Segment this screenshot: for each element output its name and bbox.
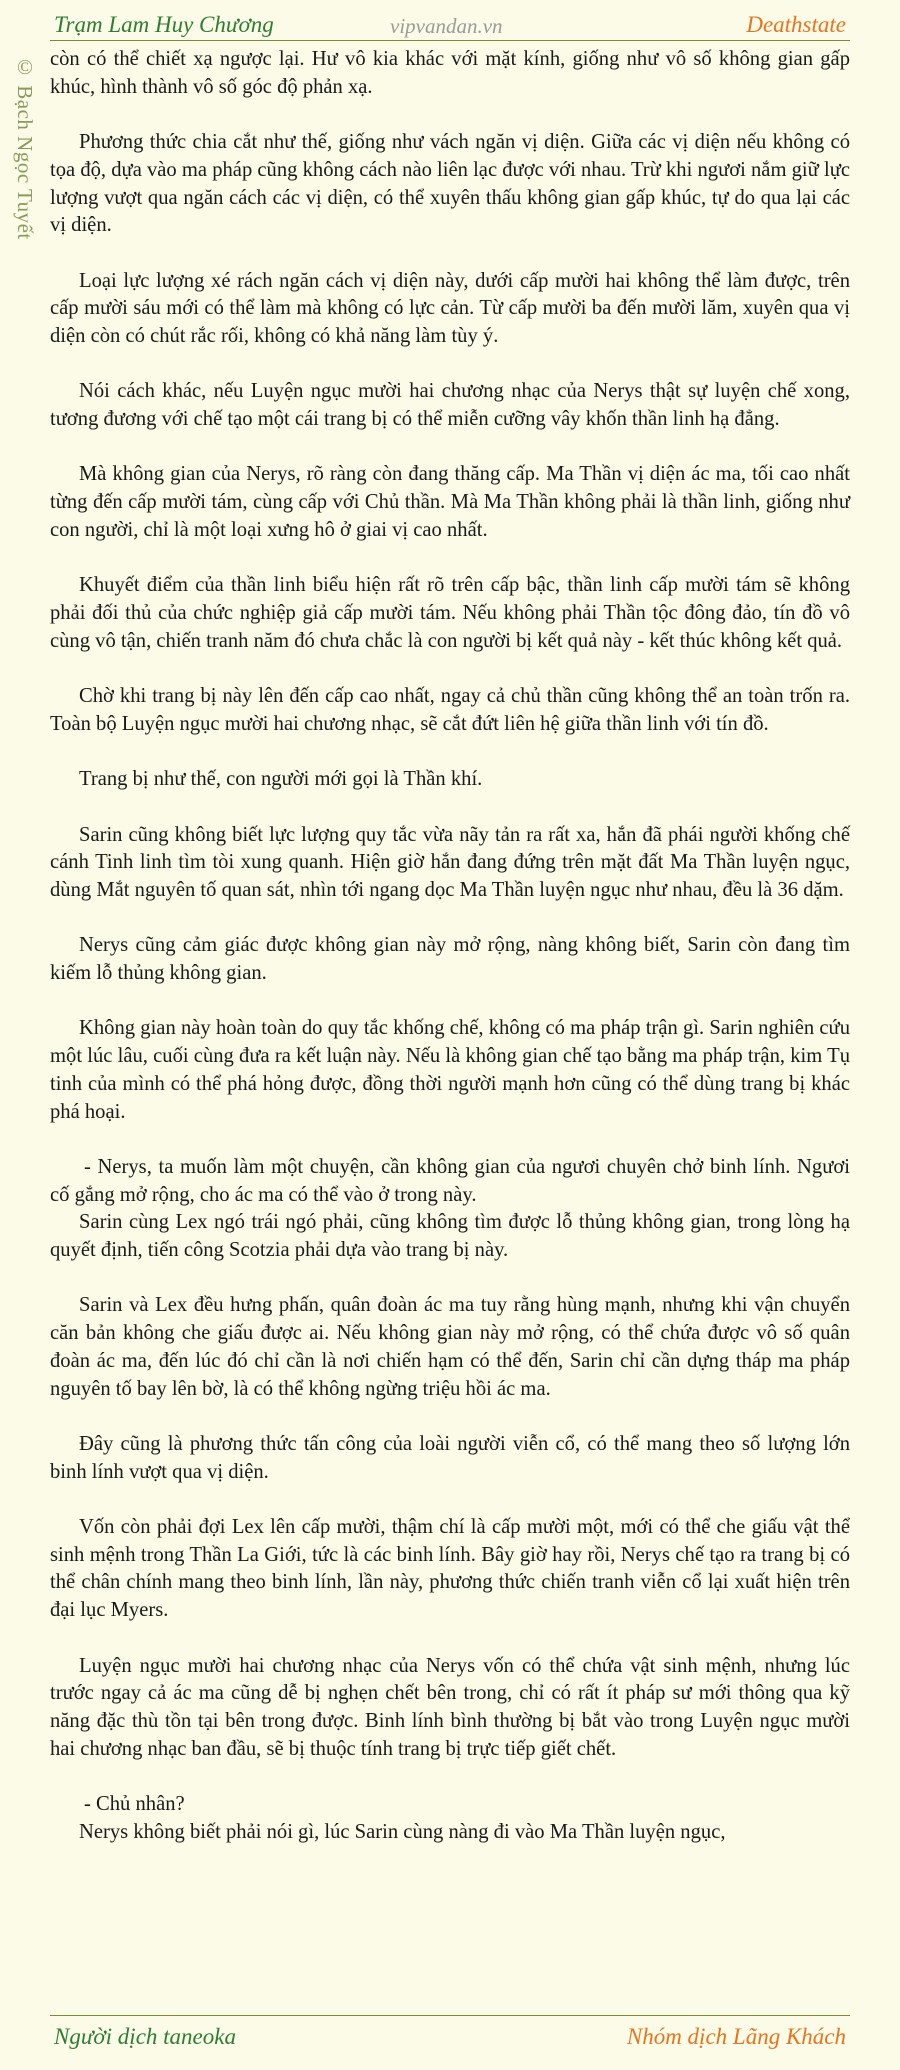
- paragraph: Trang bị như thế, con người mới gọi là Thần khí.: [79, 768, 483, 791]
- uploader-name: Deathstate: [746, 12, 846, 37]
- paragraph: Sarin và Lex đều hưng phấn, quân đoàn ác ma tuy rằng hùng mạnh, nhưng khi vận chuyển căn bản không che giấu được ai. Nếu không gian này mở rộng, có thể chứa được vô số quân đoàn ác ma, đến lúc đó chỉ cần là nơi chiến hạm có thể đến, Sarin chỉ cần dựng tháp ma pháp nguyên tố bay lên bờ, là có thể không ngừng triệu hồi ác ma.: [50, 1294, 850, 1400]
- paragraph: Nói cách khác, nếu Luyện ngục mười hai chương nhạc của Nerys thật sự luyện chế xong, tương đương với chế tạo một cái trang bị có thể miễn cưỡng vây khốn thần linh hạ đẳng.: [50, 380, 850, 431]
- paragraph: Sarin cũng không biết lực lượng quy tắc vừa nãy tản ra rất xa, hắn đã phái người khống chế cánh Tinh linh tìm tòi xung quanh. Hiện giờ hắn đang đứng trên mặt đất Ma Thần luyện ngục, dùng Mắt nguyên tố quan sát, nhìn tới ngang dọc Ma Thần luyện ngục như nhau, đều là 36 dặm.: [50, 823, 850, 901]
- paragraph: Khuyết điểm của thần linh biểu hiện rất rõ trên cấp bậc, thần linh cấp mười tám sẽ không phải đối thủ của chức nghiệp giả cấp mười tám. Nếu không phải Thần tộc đông đảo, tín đồ vô cùng vô tận, chiến tranh năm đó chưa chắc là con người bị kết quả này - kết thúc không kết quả.: [50, 574, 850, 652]
- group-credit: Nhóm dịch Lãng Khách: [626, 2024, 846, 2049]
- translator-credit: Người dịch taneoka: [54, 2024, 236, 2049]
- paragraph: Đây cũng là phương thức tấn công của loài người viễn cổ, có thể mang theo số lượng lớn binh lính vượt qua vị diện.: [50, 1432, 850, 1483]
- page-footer: [50, 2015, 850, 2056]
- paragraph: Vốn còn phải đợi Lex lên cấp mười, thậm chí là cấp mười một, mới có thể che giấu vật thể sinh mệnh trong Thần La Giới, tức là các binh lính. Bây giờ hay rồi, Nerys chế tạo ra trang bị có thể chân chính mang theo binh lính, lần này, phương thức chiến tranh viễn cổ lại xuất hiện trên đại lục Myers.: [50, 1516, 850, 1622]
- paragraph: Nerys không biết phải nói gì, lúc Sarin cùng nàng đi vào Ma Thần luyện ngục,: [79, 1820, 726, 1843]
- paragraph: Sarin cùng Lex ngó trái ngó phải, cũng không tìm được lỗ thủng không gian, trong lòng hạ quyết định, tiến công Scotzia phải dựa vào trang bị này.: [50, 1211, 850, 1262]
- paragraph: Chờ khi trang bị này lên đến cấp cao nhất, ngay cả chủ thần cũng không thể an toàn trốn ra. Toàn bộ Luyện ngục mười hai chương nhạc, sẽ cắt đứt liên hệ giữa thần linh với tín đồ.: [50, 685, 850, 735]
- book-title: Trạm Lam Huy Chương: [54, 12, 274, 37]
- chapter-body: [50, 46, 850, 1874]
- copyright-sidebar: © Bạch Ngọc Tuyết: [13, 55, 37, 240]
- site-name[interactable]: vipvandan.vn: [390, 14, 503, 38]
- paragraph: còn có thể chiết xạ ngược lại. Hư vô kia khác với mặt kính, giống như vô số không gian gấp khúc, hình thành vô số góc độ phản xạ.: [50, 48, 850, 98]
- paragraph: Luyện ngục mười hai chương nhạc của Nerys vốn có thể chứa vật sinh mệnh, nhưng lúc trước ngay cả ác ma cũng dễ bị nghẹn chết bên trong, chỉ có rất ít pháp sư mới thông qua kỹ năng đặc thù tồn tại bên trong được. Binh lính bình thường bị bắt vào trong Luyện ngục mười hai chương nhạc ban đầu, sẽ bị thuộc tính trang bị trực tiếp giết chết.: [50, 1654, 850, 1760]
- paragraph: Loại lực lượng xé rách ngăn cách vị diện này, dưới cấp mười hai không thể làm được, trên cấp mười sáu mới có thể làm mà không có lực cản. Từ cấp mười ba đến mười lăm, xuyên qua vị diện còn có chút rắc rối, không có khả năng làm tùy ý.: [50, 269, 850, 347]
- paragraph: Nerys cũng cảm giác được không gian này mở rộng, nàng không biết, Sarin còn đang tìm kiếm lỗ thủng không gian.: [50, 934, 850, 985]
- paragraph: Không gian này hoàn toàn do quy tắc khống chế, không có ma pháp trận gì. Sarin nghiên cứu một lúc lâu, cuối cùng đưa ra kết luận này. Nếu là không gian chế tạo bằng ma pháp trận, kim Tụ tinh của mình có thể phá hỏng được, đồng thời người mạnh hơn cũng có thể dùng trang bị khác phá hoại.: [50, 1017, 850, 1123]
- page-header: [50, 6, 850, 41]
- dialog-line: - Chủ nhân?: [84, 1793, 185, 1816]
- paragraph: Phương thức chia cắt như thế, giống như vách ngăn vị diện. Giữa các vị diện nếu không có tọa độ, dựa vào ma pháp cũng không cách nào liên lạc được với nhau. Trừ khi ngươi nắm giữ lực lượng vượt qua ngăn cách các vị diện, có thể xuyên thấu không gian gấp khúc, tự do qua lại các vị diện.: [50, 131, 850, 237]
- paragraph: Mà không gian của Nerys, rõ ràng còn đang thăng cấp. Ma Thần vị diện ác ma, tối cao nhất từng đến cấp mười tám, cùng cấp với Chủ thần. Mà Ma Thần không phải là thần linh, giống như con người, chỉ là một loại xưng hô ở giai vị cao nhất.: [50, 463, 850, 541]
- dialog-line: - Nerys, ta muốn làm một chuyện, cần không gian của ngươi chuyên chở binh lính. Ngươi cố gắng mở rộng, cho ác ma có thể vào ở trong này.: [50, 1155, 850, 1206]
